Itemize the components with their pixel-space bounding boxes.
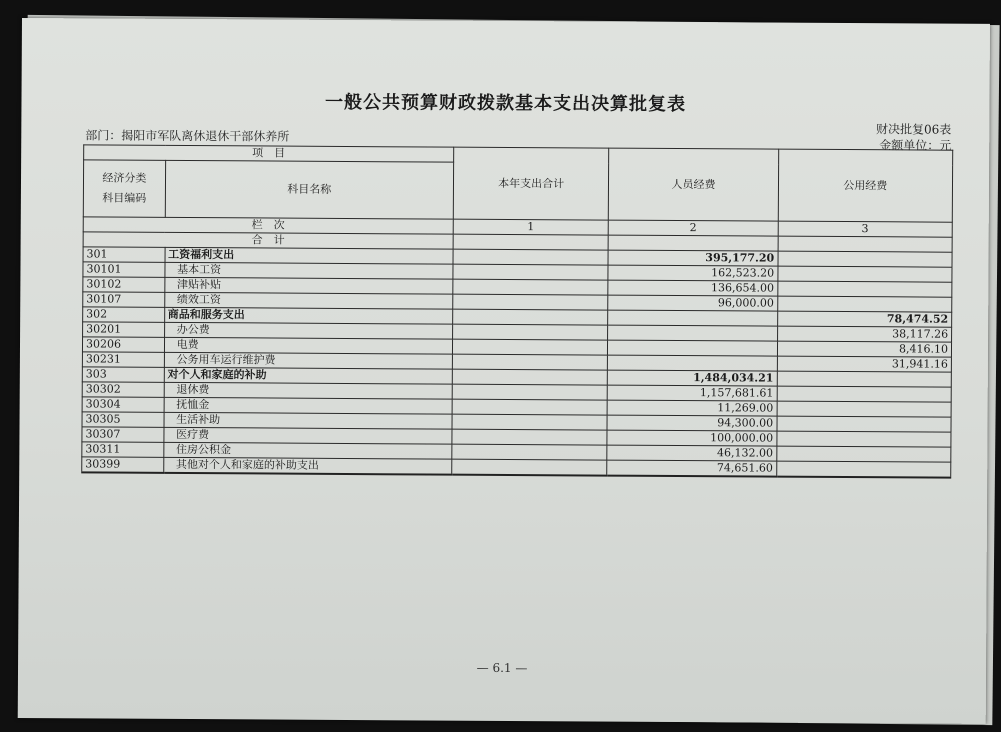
row-code: 301 xyxy=(83,247,165,262)
row-public xyxy=(778,266,952,282)
row-total xyxy=(452,429,607,445)
row-code: 30302 xyxy=(82,382,164,397)
public-header: 公用经费 xyxy=(778,149,953,222)
row-code: 30206 xyxy=(82,337,164,352)
row-public xyxy=(777,281,951,297)
row-code: 30231 xyxy=(82,352,164,367)
row-total xyxy=(452,399,607,415)
row-subject-name: 津贴补贴 xyxy=(164,277,452,294)
row-personnel: 74,651.60 xyxy=(607,460,776,477)
row-code: 30201 xyxy=(83,322,165,337)
row-code: 30107 xyxy=(83,292,165,307)
row-personnel xyxy=(608,355,777,371)
row-public: 78,474.52 xyxy=(777,311,951,327)
form-code: 财决批复06表 xyxy=(876,122,952,137)
row-subject-name: 对个人和家庭的补助 xyxy=(164,367,452,384)
row-public: 31,941.16 xyxy=(777,356,951,372)
row-code: 30101 xyxy=(83,262,165,277)
row-public xyxy=(777,401,951,417)
row-public xyxy=(777,431,951,447)
row-total xyxy=(452,354,607,370)
document-page xyxy=(18,18,990,724)
row-personnel: 96,000.00 xyxy=(608,295,777,311)
col-num-3: 3 xyxy=(778,221,952,237)
row-total xyxy=(453,264,608,280)
row-public xyxy=(776,446,950,462)
row-personnel: 162,523.20 xyxy=(608,265,777,281)
subject-name-header: 科目名称 xyxy=(165,160,454,219)
row-personnel xyxy=(608,325,777,341)
row-subject-name: 工资福利支出 xyxy=(165,247,453,264)
row-personnel: 136,654.00 xyxy=(608,280,777,296)
row-personnel: 94,300.00 xyxy=(607,415,776,431)
row-personnel: 1,484,034.21 xyxy=(608,370,777,386)
personnel-header: 人员经费 xyxy=(609,148,779,221)
sum-total xyxy=(453,234,608,250)
row-total xyxy=(453,279,608,295)
budget-table xyxy=(81,144,953,478)
row-subject-name: 抚恤金 xyxy=(164,397,452,414)
row-total xyxy=(452,324,607,340)
row-total xyxy=(452,444,607,460)
row-public xyxy=(777,296,951,312)
currency-unit: 金额单位：元 xyxy=(879,138,952,153)
col-num-2: 2 xyxy=(608,220,777,236)
econ-class-label: 经济分类 xyxy=(102,171,147,185)
row-personnel: 11,269.00 xyxy=(607,400,776,416)
row-total xyxy=(452,369,607,385)
row-subject-name: 住房公积金 xyxy=(163,442,451,459)
row-personnel: 1,157,681.61 xyxy=(607,385,776,401)
row-subject-name: 其他对个人和家庭的补助支出 xyxy=(163,457,451,474)
row-code: 30305 xyxy=(82,412,164,427)
row-total xyxy=(453,249,608,265)
row-subject-name: 公务用车运行维护费 xyxy=(164,352,452,369)
sum-personnel xyxy=(608,235,777,251)
row-public xyxy=(776,461,950,478)
row-subject-name: 生活补助 xyxy=(164,412,452,429)
row-total xyxy=(452,339,607,355)
column-label: 栏 次 xyxy=(83,217,453,234)
row-total xyxy=(452,459,607,475)
row-subject-name: 退休费 xyxy=(164,382,452,399)
row-public: 38,117.26 xyxy=(777,326,951,342)
row-public xyxy=(777,416,951,432)
row-public: 8,416.10 xyxy=(777,341,951,357)
row-subject-name: 绩效工资 xyxy=(164,292,452,309)
row-subject-name: 办公费 xyxy=(164,322,452,339)
row-code: 30399 xyxy=(82,457,164,473)
row-total xyxy=(453,294,608,310)
row-personnel: 395,177.20 xyxy=(608,250,777,266)
row-personnel: 100,000.00 xyxy=(607,430,776,446)
sum-label: 合 计 xyxy=(83,232,453,249)
row-subject-name: 医疗费 xyxy=(164,427,452,444)
project-header: 项 目 xyxy=(84,145,454,162)
row-personnel xyxy=(608,340,777,356)
row-subject-name: 基本工资 xyxy=(165,262,453,279)
total-header: 本年支出合计 xyxy=(453,147,609,220)
col-num-1: 1 xyxy=(453,219,608,235)
sum-public xyxy=(778,236,952,252)
row-code: 303 xyxy=(82,367,164,382)
row-code: 30102 xyxy=(83,277,165,292)
row-personnel: 46,132.00 xyxy=(607,445,776,461)
row-total xyxy=(452,414,607,430)
row-code: 30311 xyxy=(82,442,164,457)
row-subject-name: 电费 xyxy=(164,337,452,354)
row-total xyxy=(452,384,607,400)
document-title: 一般公共预算财政拨款基本支出决算批复表 xyxy=(324,91,687,116)
row-code: 30307 xyxy=(82,427,164,442)
row-code: 30304 xyxy=(82,397,164,412)
row-public xyxy=(777,386,951,402)
row-public xyxy=(777,371,951,387)
department-label: 部门：揭阳市军队离休退休干部休养所 xyxy=(85,128,290,144)
econ-class-header xyxy=(83,160,165,217)
row-public xyxy=(778,251,952,267)
row-code: 302 xyxy=(83,307,165,322)
row-total xyxy=(453,309,608,325)
row-subject-name: 商品和服务支出 xyxy=(164,307,452,324)
code-label: 科目编码 xyxy=(102,191,147,205)
row-personnel xyxy=(608,310,777,326)
page-number: — 6.1 — xyxy=(476,660,528,676)
